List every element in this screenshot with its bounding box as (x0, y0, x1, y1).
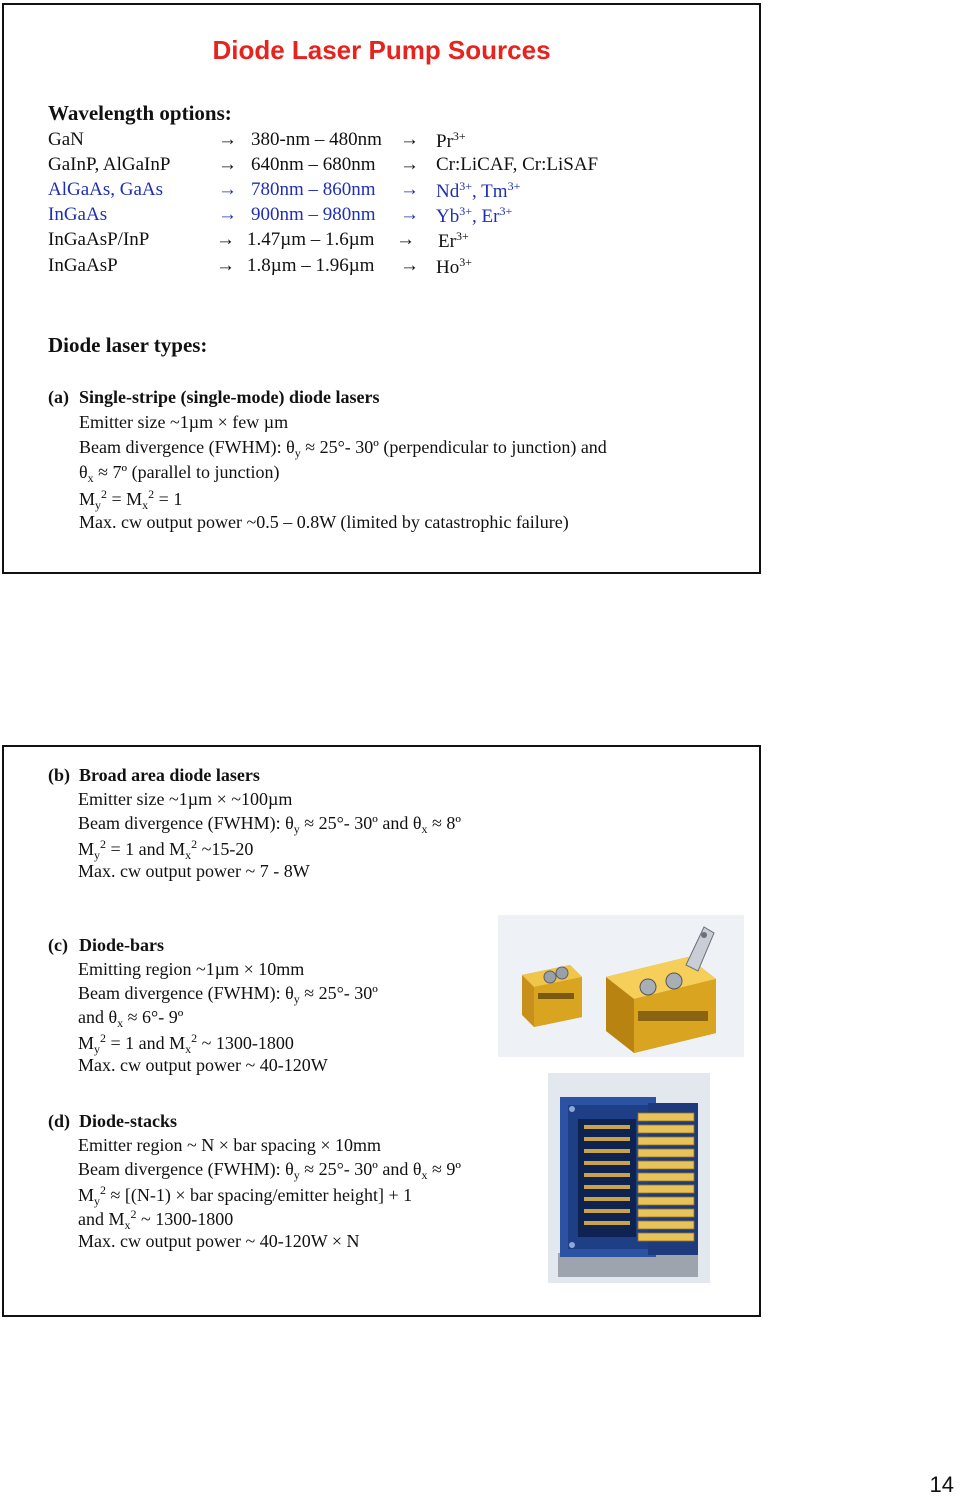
type-b-max-power: Max. cw output power ~ 7 - 8W (78, 861, 310, 881)
diode-stack-image (548, 1073, 710, 1283)
type-d-m-squared-y: $M_y^2 \approx [(N-1)$ × bar spacing/emitter height] + 1 (78, 1183, 413, 1208)
material: InGaAsP/InP (48, 229, 150, 250)
wavelength-range: 1.47µm – 1.6µm (247, 229, 375, 250)
type-b-emitter-size: Emitter size ~1µm × ~100µm (78, 789, 293, 809)
type-a-beam-divergence: Beam divergence (FWHM): $\theta_y \approx 25^\circ-$ 30º (perpendicular to junction) and (79, 437, 607, 460)
arrow-icon: → (400, 255, 419, 276)
type-b-heading: (b) Broad area diode lasers (48, 765, 260, 785)
type-a-max-power: Max. cw output power ~0.5 – 0.8W (limited by catastrophic failure) (79, 512, 569, 532)
type-d-emitter-region: Emitter region ~ N × bar spacing × 10mm (78, 1135, 381, 1155)
type-a-emitter-size: Emitter size ~1µm × few µm (79, 412, 289, 432)
diode-bars-photo (498, 915, 744, 1057)
slide-title: Diode Laser Pump Sources (212, 35, 551, 65)
dopant-ion: Cr:LiCAF, Cr:LiSAF (436, 154, 599, 175)
wavelength-range: 900nm – 980nm (251, 204, 376, 225)
diode-bar-packages-image (498, 915, 744, 1057)
type-b-beam-divergence: Beam divergence (FWHM): $\theta_y \approx 25^\circ-$ 30º and $\theta_x$ ≈ 8º (78, 813, 461, 836)
arrow-icon: → (400, 204, 419, 225)
material: GaInP, AlGaInP (48, 154, 171, 175)
type-d-beam-divergence: Beam divergence (FWHM): $\theta_y \approx 25^\circ-$ 30º and $\theta_x$ ≈ 9º (78, 1159, 461, 1182)
type-a-beam-divergence-x: $\theta_x$ ≈ 7º (parallel to junction) (79, 462, 280, 485)
arrow-icon: → (400, 129, 419, 150)
page-number: 14 (929, 1472, 954, 1497)
arrow-icon: → (218, 129, 237, 150)
material: InGaAsP (48, 255, 118, 276)
material: InGaAs (48, 204, 108, 225)
type-c-beam-divergence: Beam divergence (FWHM): $\theta_y \approx 25^\circ-$ 30º (78, 983, 378, 1006)
dopant-ion: $Yb^{3+}$, $Er^{3+}$ (436, 204, 513, 227)
type-c-m-squared: $M_y^2 = 1$ and $M_x^2$ ~ 1300-1800 (78, 1031, 294, 1056)
material: AlGaAs, GaAs (48, 179, 164, 200)
wavelength-range: 640nm – 680nm (251, 154, 376, 175)
arrow-icon: → (400, 179, 419, 200)
type-d-m-squared-x: and $M_x^2$ ~ 1300-1800 (78, 1207, 234, 1232)
wavelength-range: 1.8µm – 1.96µm (247, 255, 375, 276)
type-d-max-power: Max. cw output power ~ 40-120W × N (78, 1231, 360, 1251)
arrow-icon: → (218, 154, 237, 175)
diode-laser-types-heading: Diode laser types: (48, 333, 208, 357)
arrow-icon: → (218, 204, 237, 225)
type-c-beam-divergence-x: and $\theta_x \approx 6^\circ-$ 9º (78, 1007, 184, 1030)
type-d-heading: (d) Diode-stacks (48, 1111, 177, 1131)
type-a-heading: (a) Single-stripe (single-mode) diode lasers (48, 387, 380, 407)
material: GaN (48, 129, 84, 150)
arrow-icon: → (400, 154, 419, 175)
diode-stack-photo (548, 1073, 710, 1283)
dopant-ion: $Pr^{3+}$ (436, 129, 466, 152)
arrow-icon: → (216, 255, 235, 276)
arrow-icon: → (218, 179, 237, 200)
type-a-m-squared: $M_y^2 = M_x^2 = 1$ (79, 487, 183, 512)
wavelength-range: 780nm – 860nm (251, 179, 376, 200)
dopant-ion: $Er^{3+}$ (438, 229, 469, 252)
wavelength-options-heading: Wavelength options: (48, 101, 232, 125)
dopant-ion: $Ho^{3+}$ (436, 255, 473, 278)
type-c-heading: (c) Diode-bars (48, 935, 164, 955)
type-c-max-power: Max. cw output power ~ 40-120W (78, 1055, 328, 1075)
slide-2 (2, 745, 761, 1317)
dopant-ion: $Nd^{3+}$, $Tm^{3+}$ (436, 179, 521, 202)
slide-1 (2, 3, 761, 574)
type-c-emitting-region: Emitting region ~1µm × 10mm (78, 959, 305, 979)
arrow-icon: → (216, 229, 235, 250)
arrow-icon: → (396, 229, 415, 250)
wavelength-range: 380-nm – 480nm (251, 129, 382, 150)
type-b-m-squared: $M_y^2 = 1$ and $M_x^2$ ~15-20 (78, 837, 254, 862)
